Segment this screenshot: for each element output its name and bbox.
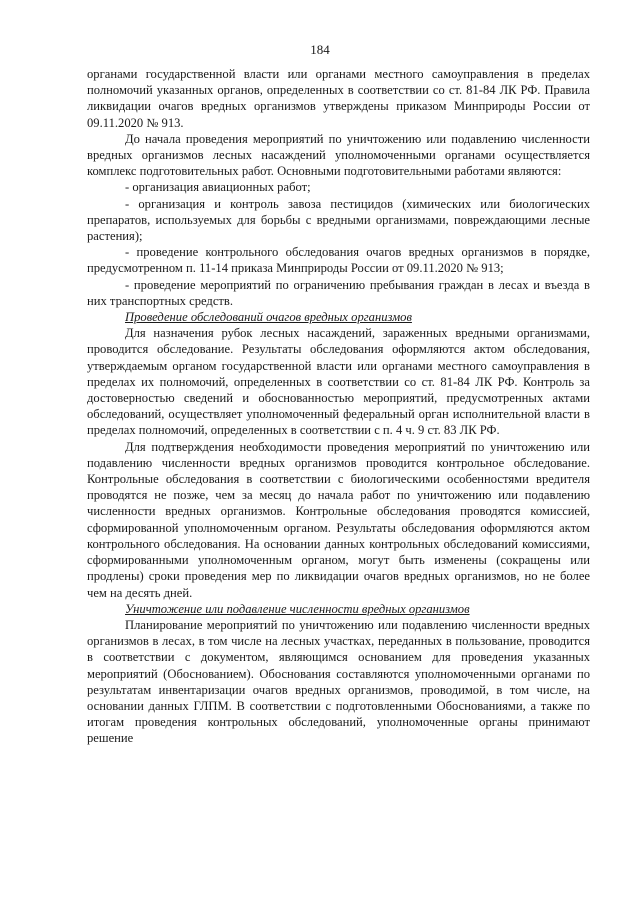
document-body <box>87 66 590 747</box>
list-item: - проведение контрольного обследования очагов вредных организмов в порядке, предусмотренном п. 11-14 приказа Минприроды России от 09.11.2020 № 913; <box>87 245 590 276</box>
page-number: 184 <box>310 42 330 57</box>
list-item: - проведение мероприятий по ограничению пребывания граждан в лесах и въезда в них транспортных средств. <box>87 277 590 308</box>
paragraph: Для назначения рубок лесных насаждений, зараженных вредными организмами, проводится обследование. Результаты обследования оформляются актом обследования, утверждаемым органом государственной власти или органами местного самоуправления в пределах их полномочий, определенных в соответствии со ст. 81-84 ЛК РФ. Контроль за достоверностью сведений и обоснованностью мероприятий, предусмотренных актами обследований, осуществляет уполномоченный федеральный орган исполнительной власти в пределах полномочий, определенных в соответствии с п. 4 ч. 9 ст. 83 ЛК РФ. <box>87 326 590 438</box>
section-heading: Проведение обследований очагов вредных организмов <box>125 310 412 325</box>
paragraph: Планирование мероприятий по уничтожению или подавлению численности вредных организмов в лесах, в том числе на лесных участках, переданных в пользование, проводится в соответствии с документом, являющимся основанием для проведения указанных мероприятий (Обоснованием). Обоснования составляются уполномоченными органами по результатам инвентаризации очагов вредных организмов, проводимой, в том числе, на основании данных ГЛПМ. В соответствии с подготовленными Обоснованиями, а также по итогам проведения контрольных обследований, уполномоченные органы принимают решение <box>87 617 590 746</box>
paragraph: органами государственной власти или органами местного самоуправления в пределах полномочий указанных органов, определенных в соответствии со ст. 81-84 ЛК РФ. Правила ликвидации очагов вредных организмов утверждены приказом Минприроды России от 09.11.2020 № 913. <box>87 67 590 130</box>
paragraph: До начала проведения мероприятий по уничтожению или подавлению численности вредных организмов лесных насаждений уполномоченными органами осуществляется комплекс подготовительных работ. Основными подготовительными работами являются: <box>87 131 590 179</box>
list-item: - организация и контроль завоза пестицидов (химических или биологических препаратов, используемых для борьбы с вредными организмами, повреждающими лесные растения); <box>87 196 590 244</box>
paragraph: Для подтверждения необходимости проведения мероприятий по уничтожению или подавлению численности вредных организмов проводится контрольное обследование. Контрольные обследования в соответствии с биологическими особенностями вредителя проводятся не позже, чем за месяц до начала работ по уничтожению или подавлению численности вредных организмов. Контрольные обследования проводятся комиссией, сформированной уполномоченным органом. Результаты обследования оформляются актом контрольного обследования. На основании данных контрольных обследований комиссиями, сформированными уполномоченным органом, могут быть изменены (сокращены или продлены) сроки проведения мер по ликвидации очагов вредных организмов, но не более чем на десять дней. <box>87 439 590 600</box>
section-heading: Уничтожение или подавление численности вредных организмов <box>125 601 470 616</box>
list-item: - организация авиационных работ; <box>125 180 311 195</box>
